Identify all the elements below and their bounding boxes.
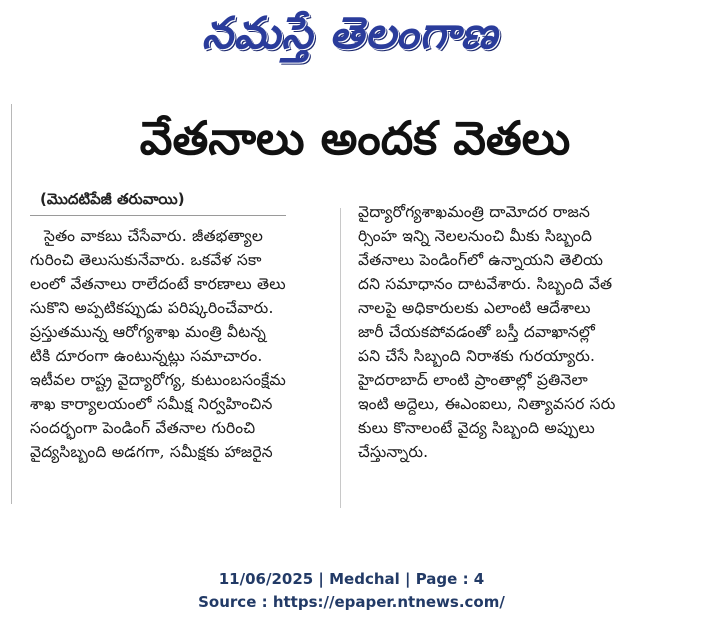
column-divider — [340, 208, 341, 508]
text-line: ప్రస్తుతమున్న ఆరోగ్యశాఖ మంత్రి వీటన్న — [30, 323, 267, 341]
newspaper-masthead — [150, 6, 550, 72]
text-line: చేస్తున్నారు. — [358, 443, 429, 461]
text-line: ర్సింహ ఇన్ని నెలలనుంచి మీకు సిబ్బంది — [358, 227, 593, 245]
article-column-right — [358, 200, 678, 464]
text-line: నాలపై అధికారులకు ఎలాంటి ఆదేశాలు — [358, 299, 591, 317]
text-line: సుకొని అప్పటికప్పుడు పరిష్కరించేవారు. — [30, 299, 274, 317]
text-line: వైద్యసిబ్బంది అడగగా, సమీక్షకు హాజరైన — [30, 443, 273, 461]
masthead-logo-text: నమస్తే తెలంగాణ — [201, 8, 499, 59]
text-line: వేతనాలు పెండింగ్‌లో ఉన్నాయని తెలియ — [358, 251, 604, 269]
text-line: పని చేసే సిబ్బంది నిరాశకు గురయ్యారు. — [358, 347, 596, 365]
text-line: శాఖ కార్యాలయంలో సమీక్ష నిర్వహించిన — [30, 395, 273, 413]
text-line: గురించి తెలుసుకునేవారు. ఒకవేళ సకా — [30, 251, 262, 269]
text-line: వైద్యారోగ్యశాఖమంత్రి దామోదర రాజన — [358, 203, 591, 221]
footer-source-link[interactable]: Source : https://epaper.ntnews.com/ — [198, 593, 505, 611]
text-line: టికి దూరంగా ఉంటున్నట్లు సమాచారం. — [30, 347, 263, 365]
article-headline — [60, 112, 650, 176]
continuation-underline — [30, 215, 286, 216]
text-line: సందర్భంగా పెండింగ్ వేతనాల గురించి — [30, 419, 256, 437]
headline-text: వేతనాలు అందక వెతలు — [139, 111, 571, 165]
text-line: దని సమాధానం దాటవేశారు. సిబ్బంది వేత — [358, 275, 613, 293]
text-line: సైతం వాకబు చేసేవారు. జీతభత్యాల — [44, 227, 264, 245]
left-border-rule — [11, 104, 12, 504]
text-line: లంలో వేతనాలు రాలేదంటే కారణాలు తెలు — [30, 275, 286, 293]
footer-edition-info: 11/06/2025 | Medchal | Page : 4 — [218, 570, 485, 588]
article-column-left — [30, 224, 335, 464]
text-line: కులు కొనాలంటే వైద్య సిబ్బంది అప్పులు — [358, 419, 595, 437]
text-line: హైదరాబాద్ లాంటి ప్రాంతాల్లో ప్రతినెలా — [358, 371, 588, 389]
text-line: ఇటీవల రాష్ట్ర వైద్యారోగ్య, కుటుంబసంక్షేమ — [30, 371, 286, 389]
text-line: జారీ చేయకపోవడంతో బస్తీ దవాఖానల్లో — [358, 323, 596, 341]
continuation-label: (మొదటిపేజీ తరువాయి) — [40, 190, 185, 208]
text-line: ఇంటి అద్దెలు, ఈఎంఐలు, నిత్యావసర సరు — [358, 395, 616, 413]
